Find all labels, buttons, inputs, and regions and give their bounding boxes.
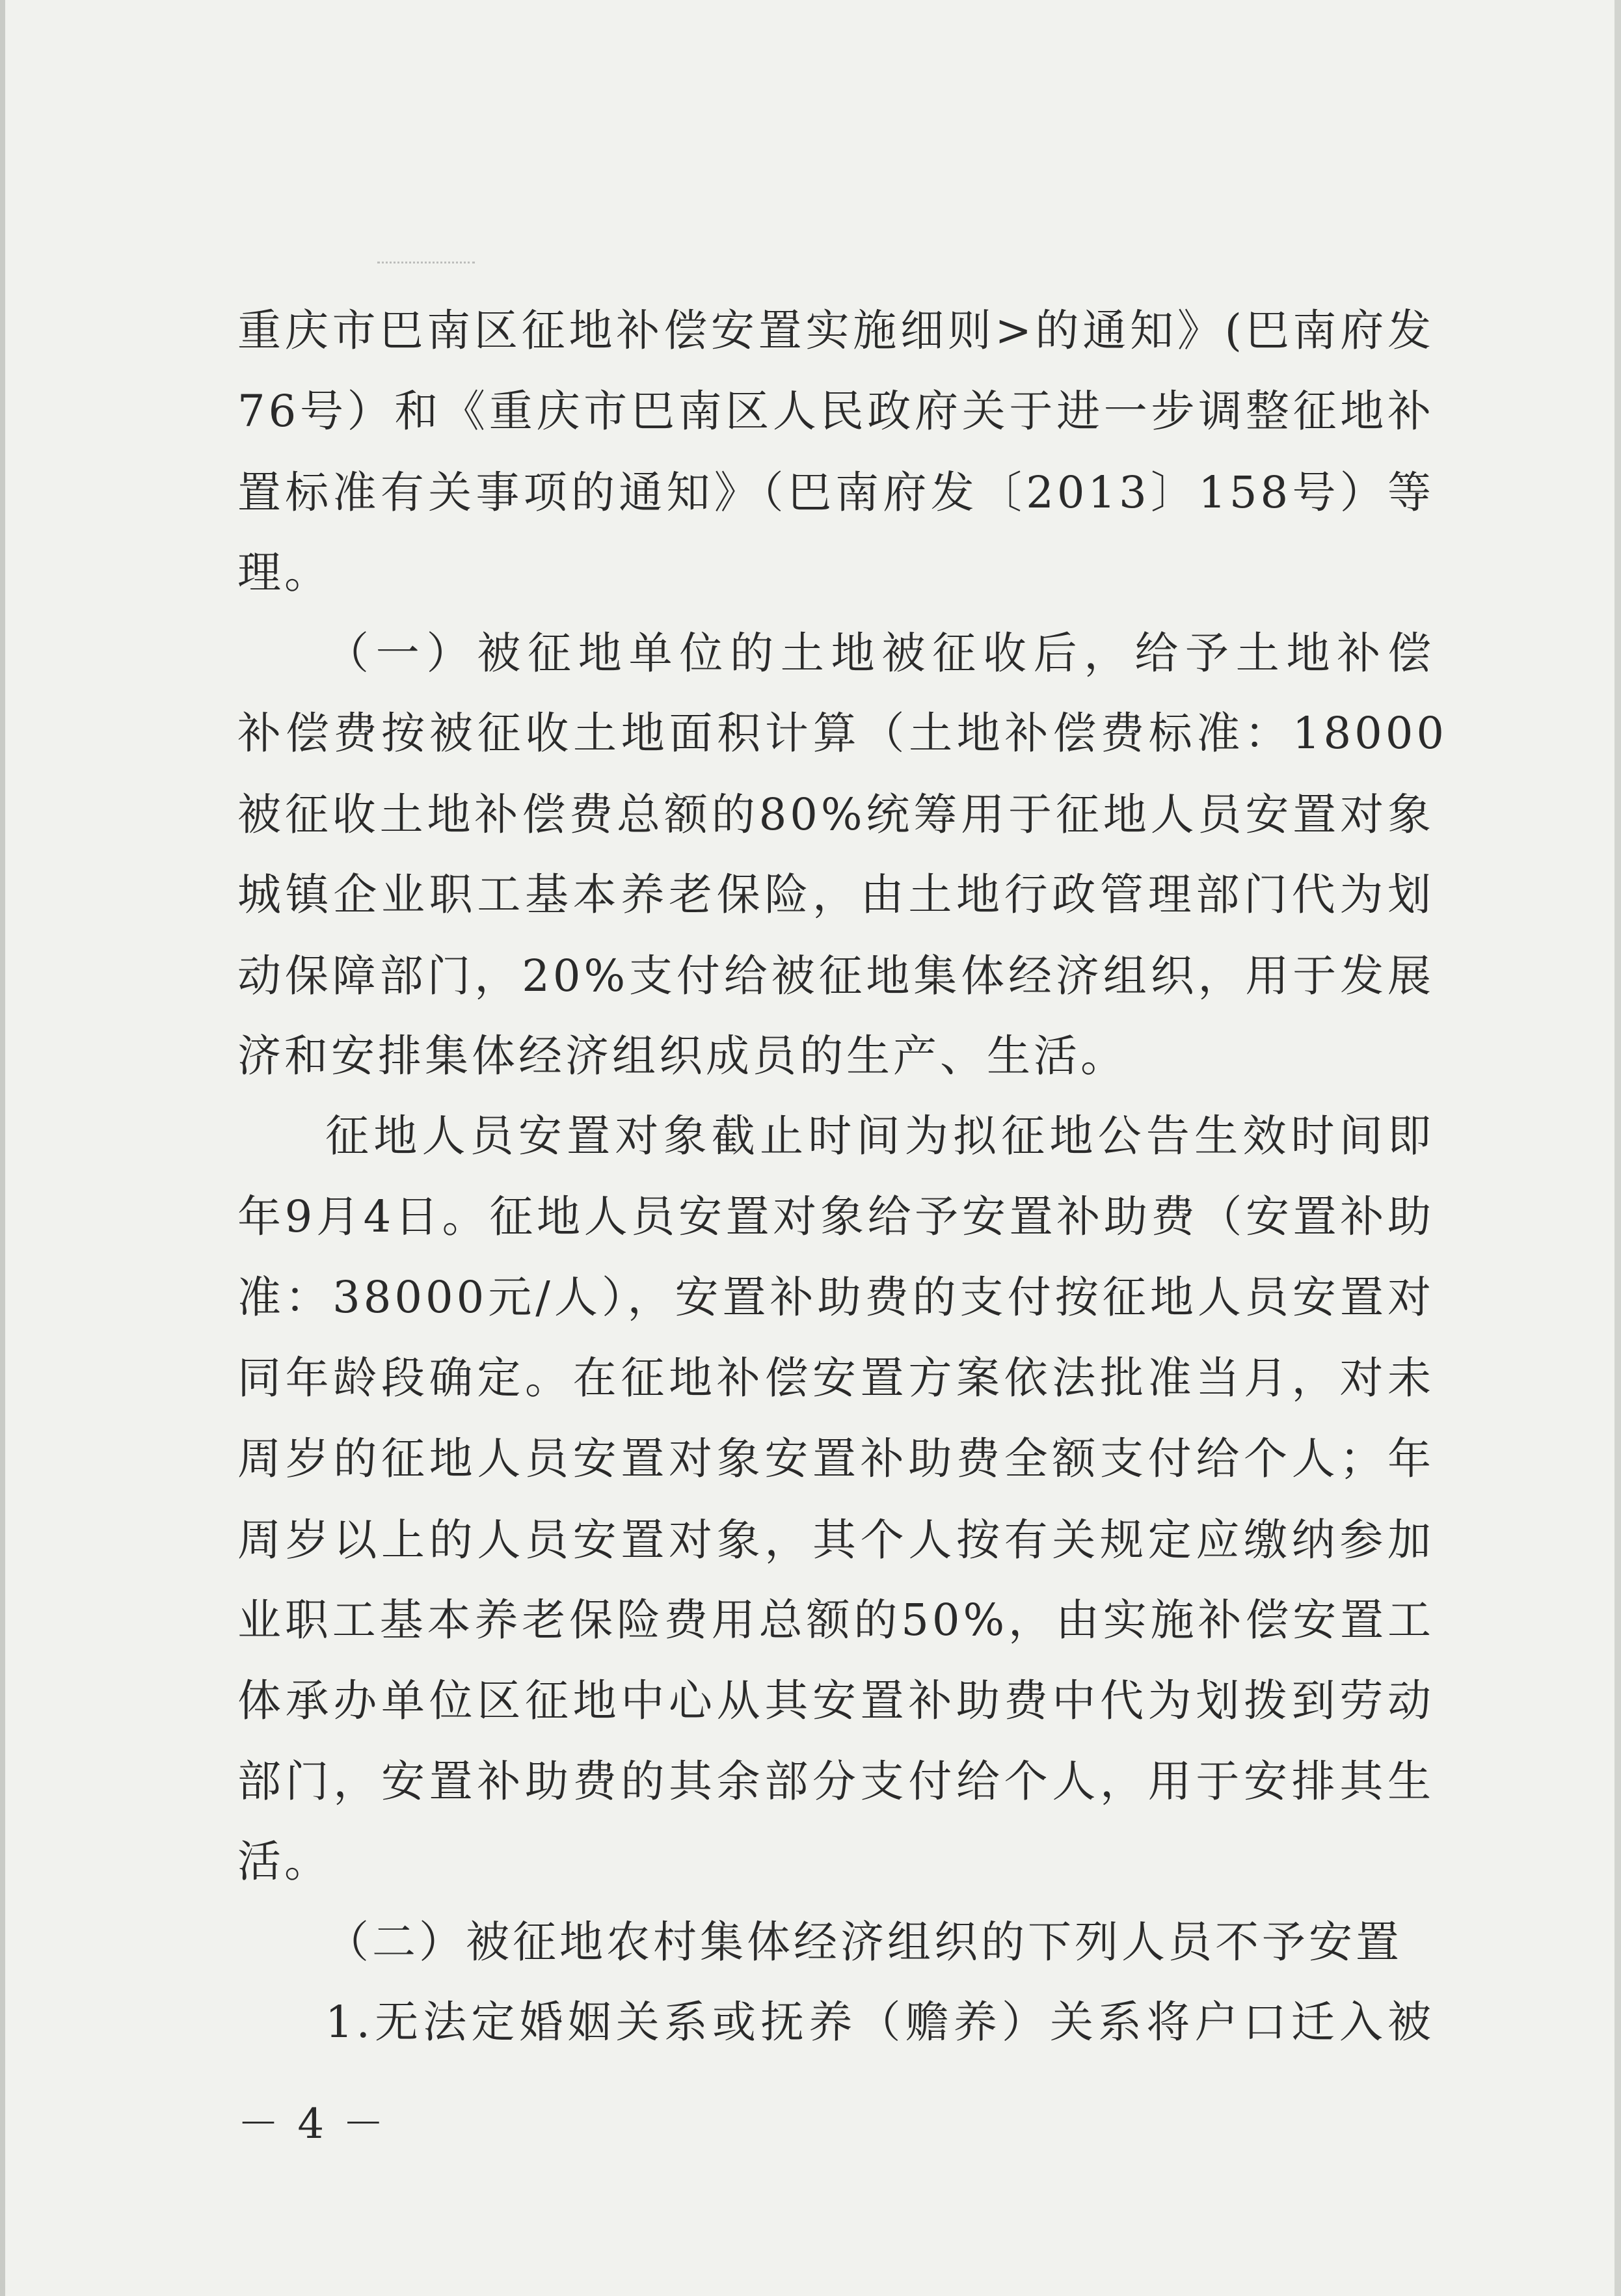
body-line: 置标准有关事项的通知》（巴南府发〔2013〕158号）等 [237,467,1434,518]
body-line: 准：38000元/人），安置补助费的支付按征地人员安置对 [237,1272,1434,1323]
body-line: 年9月4日。征地人员安置对象给予安置补助费（安置补助 [237,1191,1434,1242]
body-line: 动保障部门，20%支付给被征地集体经济组织，用于发展 [237,951,1434,1001]
body-line: 城镇企业职工基本养老保险，由土地行政管理部门代为划 [237,869,1434,920]
section-heading-1: （一）被征地单位的土地被征收后，给予土地补偿 [325,628,1434,679]
scan-edge-right [1614,0,1621,2296]
body-line: 业职工基本养老保险费用总额的50%，由实施补偿安置工 [237,1595,1434,1645]
body-line: 体承办单位区征地中心从其安置补助费中代为划拨到劳动 [237,1675,1434,1726]
page-number: － 4 － [237,2100,387,2148]
scan-mark [377,262,475,266]
body-line: 重庆市巴南区征地补偿安置实施细则>的通知》(巴南府发 [237,305,1434,356]
scan-edge-left [0,0,5,2296]
body-line: 补偿费按被征收土地面积计算（土地补偿费标准：18000 [237,708,1447,759]
body-line: 理。 [237,547,331,598]
body-line: 周岁的征地人员安置对象安置补助费全额支付给个人；年 [237,1433,1434,1484]
paragraph-start: 征地人员安置对象截止时间为拟征地公告生效时间即 [325,1111,1434,1161]
section-heading-2: （二）被征地农村集体经济组织的下列人员不予安置 [325,1917,1402,1967]
body-line: 同年龄段确定。在征地补偿安置方案依法批准当月，对未 [237,1353,1434,1403]
body-line: 活。 [237,1836,331,1887]
list-item-1: 1.无法定婚姻关系或抚养（赡养）关系将户口迁入被 [325,1997,1434,2047]
body-line: 济和安排集体经济组织成员的生产、生活。 [237,1031,1127,1081]
body-line: 部门，安置补助费的其余部分支付给个人，用于安排其生 [237,1756,1434,1807]
body-line: 周岁以上的人员安置对象，其个人按有关规定应缴纳参加 [237,1515,1434,1565]
body-line: 被征收土地补偿费总额的80%统筹用于征地人员安置对象 [237,789,1434,840]
body-line: 76号）和《重庆市巴南区人民政府关于进一步调整征地补 [237,386,1434,437]
